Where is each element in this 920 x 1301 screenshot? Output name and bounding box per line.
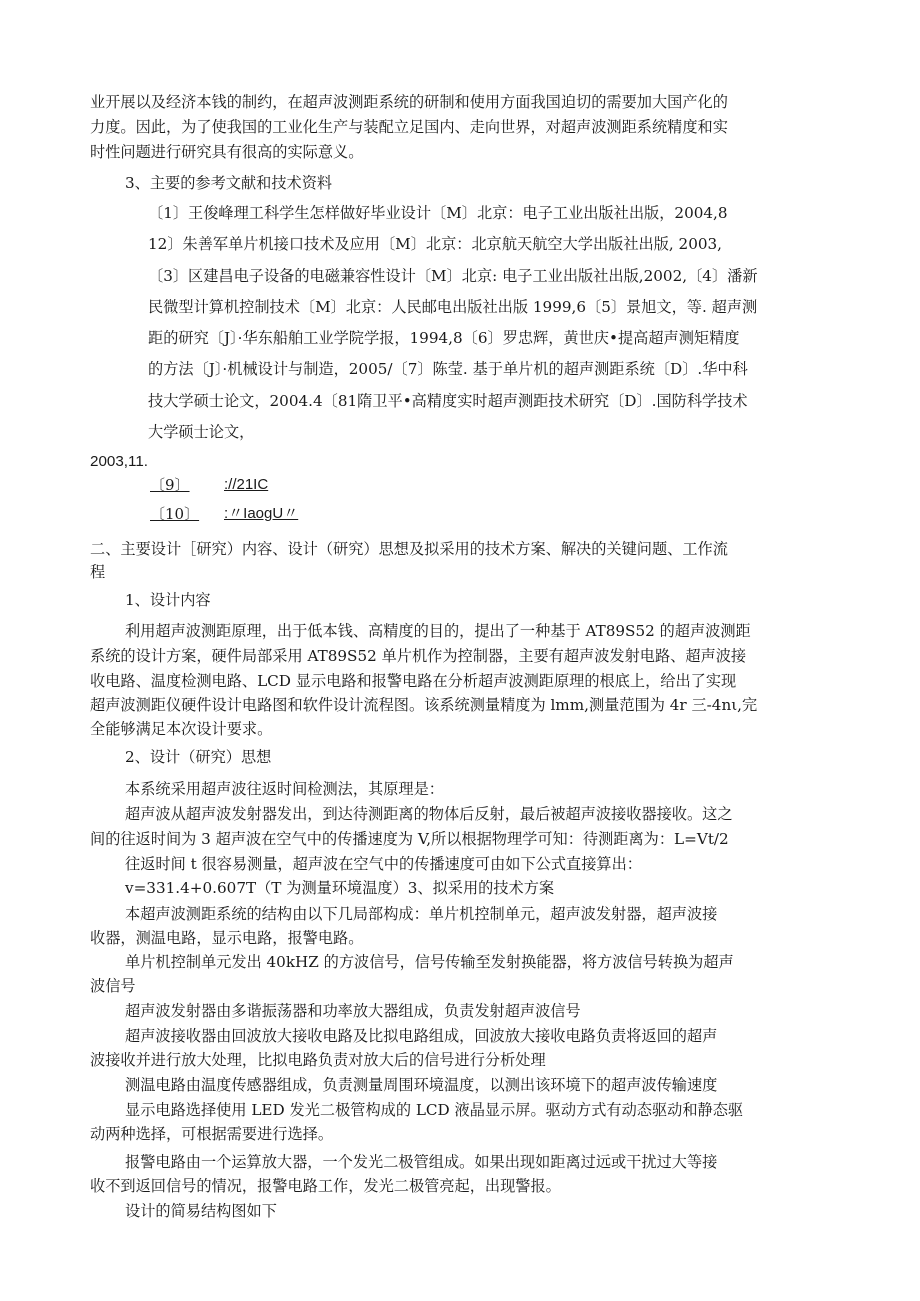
idea-line-14: 显示电路选择使用 LED 发光二极管构成的 LCD 液晶显示屏。驱动方式有动态驱动和静态驱 (125, 1101, 744, 1119)
intro-line-2: 力度。因此，为了使我国的工业化生产与装配立足国内、走向世界，对超声波测距系统精度和实 (90, 118, 728, 136)
intro-line-3: 时性问题进行研究具有很高的实际意义。 (90, 143, 364, 161)
idea-line-2: 超声波从超声波发射器发出，到达待测距离的物体后反射，最后被超声波接收器接收。这之 (125, 805, 733, 823)
reference-line-7: 技大学硕士论文，2004.4〔81隋卫平•高精度实时超声测距技术研究〔D〕.国防科学技术 (148, 392, 748, 410)
intro-line-1: 业开展以及经济本钱的制约，在超声波测距系统的研制和使用方面我国迫切的需要加大国产化的 (90, 93, 728, 111)
reference-line-6: 的方法〔J〕·机械设计与制造，2005/〔7〕陈莹. 基于单片机的超声测距系统〔D〕.华中科 (148, 360, 748, 378)
idea-line-1: 本系统采用超声波往返时间检测法，其原理是： (125, 780, 444, 798)
idea-line-17: 收不到返回信号的情况，报警电路工作，发光二极管亮起，出现警报。 (90, 1177, 561, 1195)
idea-line-12: 波接收并进行放大处理，比拟电路负责对放大后的信号进行分析处理 (90, 1051, 546, 1069)
reference-10-number: 〔10〕 (150, 505, 200, 523)
design-line-4: 超声波测距仪硬件设计电路图和软件设计流程图。该系统测量精度为 lmm,测量范围为 4r 三-4nι,完 (90, 696, 758, 714)
idea-line-9: 波信号 (90, 977, 136, 995)
design-idea-heading: 2、设计（研究）思想 (125, 748, 272, 766)
idea-line-8: 单片机控制单元发出 40kHZ 的方波信号，信号传输至发射换能器，将方波信号转换为超声 (125, 953, 734, 971)
reference-9-link[interactable]: ://21IC (224, 476, 269, 493)
reference-line-8: 大学硕士论文， (148, 423, 255, 441)
idea-line-10: 超声波发射器由多谐振荡器和功率放大器组成，负责发射超声波信号 (125, 1002, 581, 1020)
reference-line-3: 〔3〕区建昌电子设备的电磁兼容性设计〔M〕北京: 电子工业出版社出版,2002,〔4〕潘新 (148, 267, 758, 285)
idea-line-15: 动两种选择，可根据需要进行选择。 (90, 1125, 333, 1143)
design-line-3: 收电路、温度检测电路、LCD 显示电路和报警电路在分析超声波测距原理的根底上，给出了实现 (90, 672, 737, 690)
design-line-1: 利用超声波测距原理，出于低本钱、高精度的目的，提出了一种基于 AT89S52 的超声波测距 (125, 622, 751, 640)
idea-line-18: 设计的简易结构图如下 (125, 1202, 277, 1220)
reference-line-1: 〔1〕王俊峰理工科学生怎样做好毕业设计〔M〕北京：电子工业出版社出版，2004,8 (148, 204, 728, 222)
reference-line-5: 距的研究〔J〕·华东船舶工业学院学报，1994,8〔6〕罗忠辉，黄世庆•提高超声测矩精度 (148, 329, 740, 347)
idea-line-11: 超声波接收器由回波放大接收电路及比拟电路组成，回波放大接收电路负责将返回的超声 (125, 1027, 718, 1045)
idea-line-16: 报警电路由一个运算放大器，一个发光二极管组成。如果出现如距离过远或干扰过大等接 (125, 1153, 718, 1171)
design-line-5: 全能够满足本次设计要求。 (90, 720, 273, 738)
design-content-heading: 1、设计内容 (125, 591, 211, 609)
reference-line-4: 民微型计算机控制技术〔M〕北京：人民邮电出版社出版 1999,6〔5〕景旭文，等. 超声测 (148, 298, 758, 316)
idea-line-6: 本超声波测距系统的结构由以下几局部构成：单片机控制单元，超声波发射器，超声波接 (125, 905, 718, 923)
section-2-heading-line-1: 二、主要设计［研究）内容、设计（研究）思想及拟采用的技术方案、解决的关键问题、工作流 (90, 540, 728, 558)
idea-line-13: 测温电路由温度传感器组成，负责测量周围环境温度，以测出该环境下的超声波传输速度 (125, 1076, 718, 1094)
reference-year: 2003,11. (90, 453, 148, 470)
idea-line-7: 收器，测温电路，显示电路，报警电路。 (90, 929, 364, 947)
idea-line-3: 间的往返时间为 3 超声波在空气中的传播速度为 V,所以根据物理学可知：待测距离为：L=Vt/2 (90, 830, 729, 848)
idea-line-5: v=331.4+0.607T（T 为测量环境温度）3、拟采用的技术方案 (125, 879, 555, 897)
design-line-2: 系统的设计方案，硬件局部采用 AT89S52 单片机作为控制器，主要有超声波发射电路、超声波接 (90, 647, 747, 665)
section-2-heading-line-2: 程 (90, 563, 106, 581)
idea-line-4: 往返时间 t 很容易测量，超声波在空气中的传播速度可由如下公式直接算出： (125, 855, 642, 873)
reference-10-link[interactable]: :〃IaogU〃 (224, 505, 299, 522)
references-heading: 3、主要的参考文献和技术资料 (125, 174, 333, 192)
reference-9-number: 〔9〕 (150, 476, 190, 494)
reference-line-2: 12〕朱善军单片机接口技术及应用〔M〕北京：北京航天航空大学出版社出版, 2003, (148, 235, 723, 253)
